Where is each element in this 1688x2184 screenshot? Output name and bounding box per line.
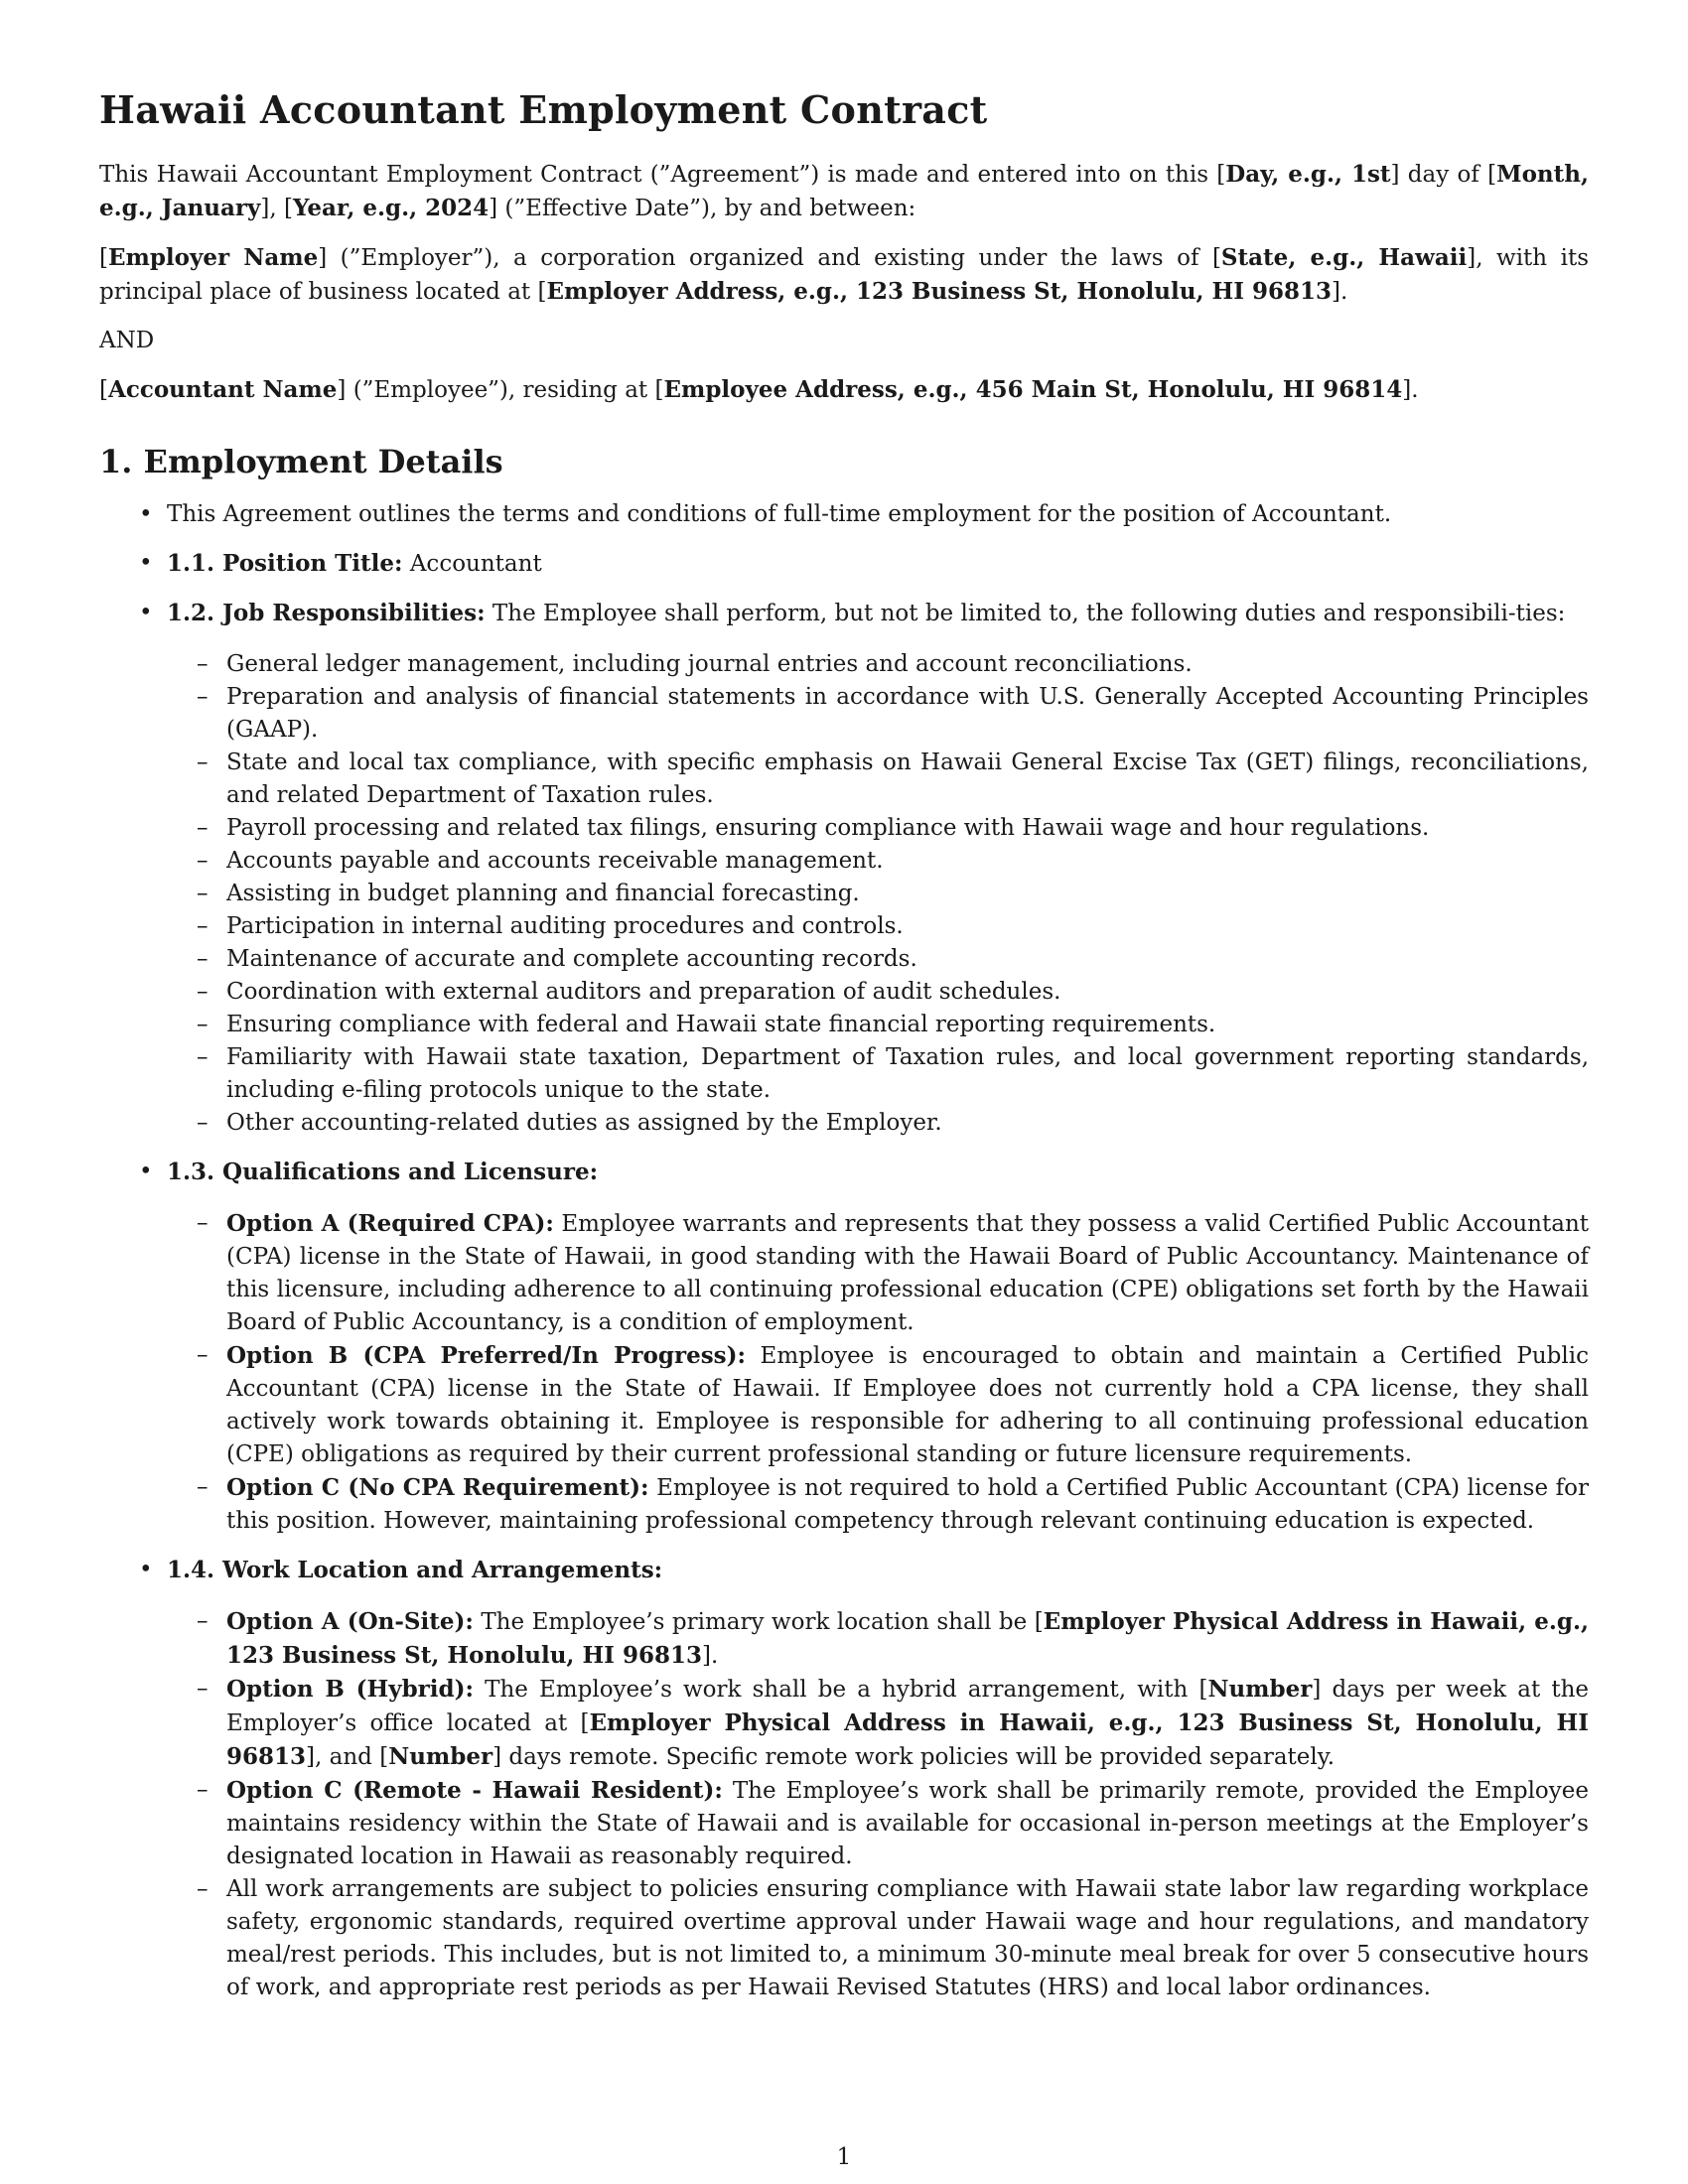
- document-page: [99, 87, 1589, 2020]
- intro-paragraph: This Hawaii Accountant Employment Contract (”Agreement”) is made and entered into on this [Day, e.g., 1st] day of [Month, e.g., January], [Year, e.g., 2024] (”Effective Date”), by and between:: [99, 161, 1589, 221]
- position-title-label: 1.1. Position Title:: [167, 550, 403, 577]
- responsibility-item: – Accounts payable and accounts receivable management.: [165, 845, 1589, 878]
- list-item-overview: • This Agreement outlines the terms and conditions of full-time employment for the position of Accountant.: [99, 498, 1589, 531]
- option-text: , and: [315, 1744, 380, 1770]
- work-location-list: [167, 1605, 1589, 2004]
- responsibilities-list: [167, 648, 1589, 1140]
- location-general-policy: – All work arrangements are subject to policies ensuring compliance with Hawaii state labor law regarding workplace safety, ergonomic standards, required overtime approval under Hawaii wage and hour regulations, and mandatory meal/rest periods. This includes, but is not limited to, a minimum 30-minute meal break for over 5 consecutive hours of work, and appropriate rest periods as per Hawaii Revised Statutes (HRS) and local labor ordinances.: [165, 1873, 1589, 2004]
- employer-address-placeholder: Employer Address, e.g., 123 Business St, Honolulu, HI 96813: [546, 278, 1332, 305]
- employment-details-list: [99, 498, 1589, 2004]
- accountant-name-placeholder: Accountant Name: [107, 376, 338, 403]
- option-label: Option B (CPA Preferred/In Progress):: [226, 1342, 746, 1369]
- option-label: Option B (Hybrid):: [226, 1676, 474, 1703]
- responsibility-item: – Coordination with external auditors and preparation of audit schedules.: [165, 976, 1589, 1009]
- option-label: Option A (On-Site):: [226, 1608, 474, 1635]
- employer-text-2: , with its principal place of business located at: [99, 245, 1589, 305]
- option-text: The Employee’s work shall be a hybrid arrangement, with: [474, 1677, 1199, 1703]
- qualification-option-b: [165, 1339, 1589, 1471]
- responsibility-item: – Ensuring compliance with federal and Hawaii state financial reporting requirements.: [165, 1009, 1589, 1041]
- intro-text-1: This Hawaii Accountant Employment Contract (”Agreement”) is made and entered into on this: [99, 162, 1217, 188]
- work-location-label: 1.4. Work Location and Arrangements:: [167, 1557, 663, 1583]
- option-text: Employee warrants and represents that they possess a valid Certified Public Accountant (CPA) license in the State of Hawaii, in good standing with the Hawaii Board of Public Accountancy. Maintenance of this licensure, including adherence to all continuing professional education (CPE) obligations set forth by the Hawaii Board of Public Accountancy, is a condition of employment.: [226, 1211, 1590, 1335]
- document-title: Hawaii Accountant Employment Contract: [99, 87, 988, 132]
- responsibility-item: – Participation in internal auditing procedures and controls.: [165, 910, 1589, 943]
- option-text: Employee is not required to hold a Certified Public Accountant (CPA) license for this position. However, maintaining professional competency through relevant continuing education is expected.: [226, 1475, 1589, 1534]
- page-number: 1: [836, 2144, 852, 2170]
- responsibility-item: – Other accounting-related duties as assigned by the Employer.: [165, 1107, 1589, 1140]
- month-placeholder: Month, e.g., January: [99, 161, 1589, 221]
- option-text: days remote. Specific remote work policies will be provided separately.: [501, 1744, 1336, 1770]
- year-placeholder: Year, e.g., 2024: [292, 195, 490, 221]
- list-item-job-responsibilities: [99, 597, 1589, 1140]
- option-text: days per week at the Employer’s office located at: [226, 1677, 1589, 1736]
- employee-paragraph: [Accountant Name] (”Employee”), residing at [Employee Address, e.g., 456 Main St, Honolulu, HI 96814].: [99, 376, 1419, 403]
- responsibility-item: – General ledger management, including journal entries and account reconciliations.: [165, 648, 1589, 681]
- job-responsibilities-text: The Employee shall perform, but not be limited to, the following duties and responsibili-ties:: [485, 601, 1566, 626]
- responsibility-item: – Assisting in budget planning and financial forecasting.: [165, 878, 1589, 910]
- responsibility-item: – State and local tax compliance, with specific emphasis on Hawaii General Excise Tax (GET) filings, reconciliations, and related Department of Taxation rules.: [165, 747, 1589, 812]
- location-option-c: [165, 1774, 1589, 1873]
- employee-address-placeholder: Employee Address, e.g., 456 Main St, Honolulu, HI 96814: [663, 376, 1403, 403]
- job-responsibilities-label: 1.2. Job Responsibilities:: [167, 600, 486, 626]
- list-item-position-title: [99, 547, 1589, 581]
- option-text: The Employee’s work shall be primarily remote, provided the Employee maintains residency within the State of Hawaii and is available for occasional in-person meetings at the Employer’s designated location in Hawaii as reasonably required.: [226, 1778, 1589, 1869]
- option-label: Option C (Remote - Hawaii Resident):: [226, 1777, 723, 1804]
- qualification-option-c: [165, 1471, 1589, 1538]
- list-item-qualifications: [99, 1156, 1589, 1538]
- qualifications-label: 1.3. Qualifications and Licensure:: [167, 1159, 599, 1185]
- list-item-work-location: [99, 1554, 1589, 2004]
- position-title-value: Accountant: [402, 551, 542, 577]
- physical-address-placeholder: Employer Physical Address in Hawaii, e.g., 123 Business St, Honolulu, HI 96813: [226, 1709, 1589, 1770]
- responsibility-item: – Maintenance of accurate and complete accounting records.: [165, 943, 1589, 976]
- intro-text-2: day of: [1399, 162, 1488, 188]
- employee-text-1: (”Employee”), residing at: [346, 377, 655, 403]
- intro-text-3: (”Effective Date”), by and between:: [497, 196, 916, 221]
- option-label: Option A (Required CPA):: [226, 1210, 554, 1237]
- option-label: Option C (No CPA Requirement):: [226, 1474, 649, 1501]
- physical-address-placeholder: Employer Physical Address in Hawaii, e.g., 123 Business St, Honolulu, HI 96813: [226, 1608, 1589, 1669]
- qualification-option-a: [165, 1207, 1589, 1339]
- location-option-b: – Option B (Hybrid): The Employee’s work shall be a hybrid arrangement, with [Number] days per week at the Employer’s office located at [Employer Physical Address in Hawaii, e.g., 123 Business St, Honolulu, HI 96813], and [Number] days remote. Specific remote work policies will be provided separately.: [165, 1673, 1589, 1774]
- employer-text-1: (”Employer”), a corporation organized and existing under the laws of: [327, 245, 1212, 271]
- section-heading-employment-details: 1. Employment Details: [99, 443, 503, 480]
- responsibility-item: – Payroll processing and related tax filings, ensuring compliance with Hawaii wage and hour regulations.: [165, 812, 1589, 845]
- responsibility-item: – Preparation and analysis of financial statements in accordance with U.S. Generally Accepted Accounting Principles (GAAP).: [165, 681, 1589, 747]
- employer-paragraph: [Employer Name] (”Employer”), a corporation organized and existing under the laws of [State, e.g., Hawaii], with its principal place of business located at [Employer Address, e.g., 123 Business St, Honolulu, HI 96813].: [99, 244, 1589, 305]
- location-option-a: – Option A (On-Site): The Employee’s primary work location shall be [Employer Physical Address in Hawaii, e.g., 123 Business St, Honolulu, HI 96813].: [165, 1605, 1589, 1673]
- and-separator: AND: [99, 328, 155, 353]
- responsibility-item: – Familiarity with Hawaii state taxation, Department of Taxation rules, and local government reporting standards, including e-filing protocols unique to the state.: [165, 1041, 1589, 1107]
- employer-name-placeholder: Employer Name: [107, 244, 319, 271]
- qualifications-list: [167, 1207, 1589, 1538]
- day-placeholder: Day, e.g., 1st: [1225, 161, 1391, 188]
- option-text: The Employee’s primary work location shall be: [473, 1609, 1035, 1635]
- number-placeholder: Number: [1207, 1676, 1313, 1703]
- state-placeholder: State, e.g., Hawaii: [1220, 244, 1468, 271]
- number-placeholder: Number: [388, 1743, 493, 1770]
- option-text: Employee is encouraged to obtain and maintain a Certified Public Accountant (CPA) license in the State of Hawaii. If Employee does not currently hold a CPA license, they shall actively work towards obtaining it. Employee is responsible for adhering to all continuing professional education (CPE) obligations as required by their current professional standing or future licensure requirements.: [226, 1343, 1589, 1467]
